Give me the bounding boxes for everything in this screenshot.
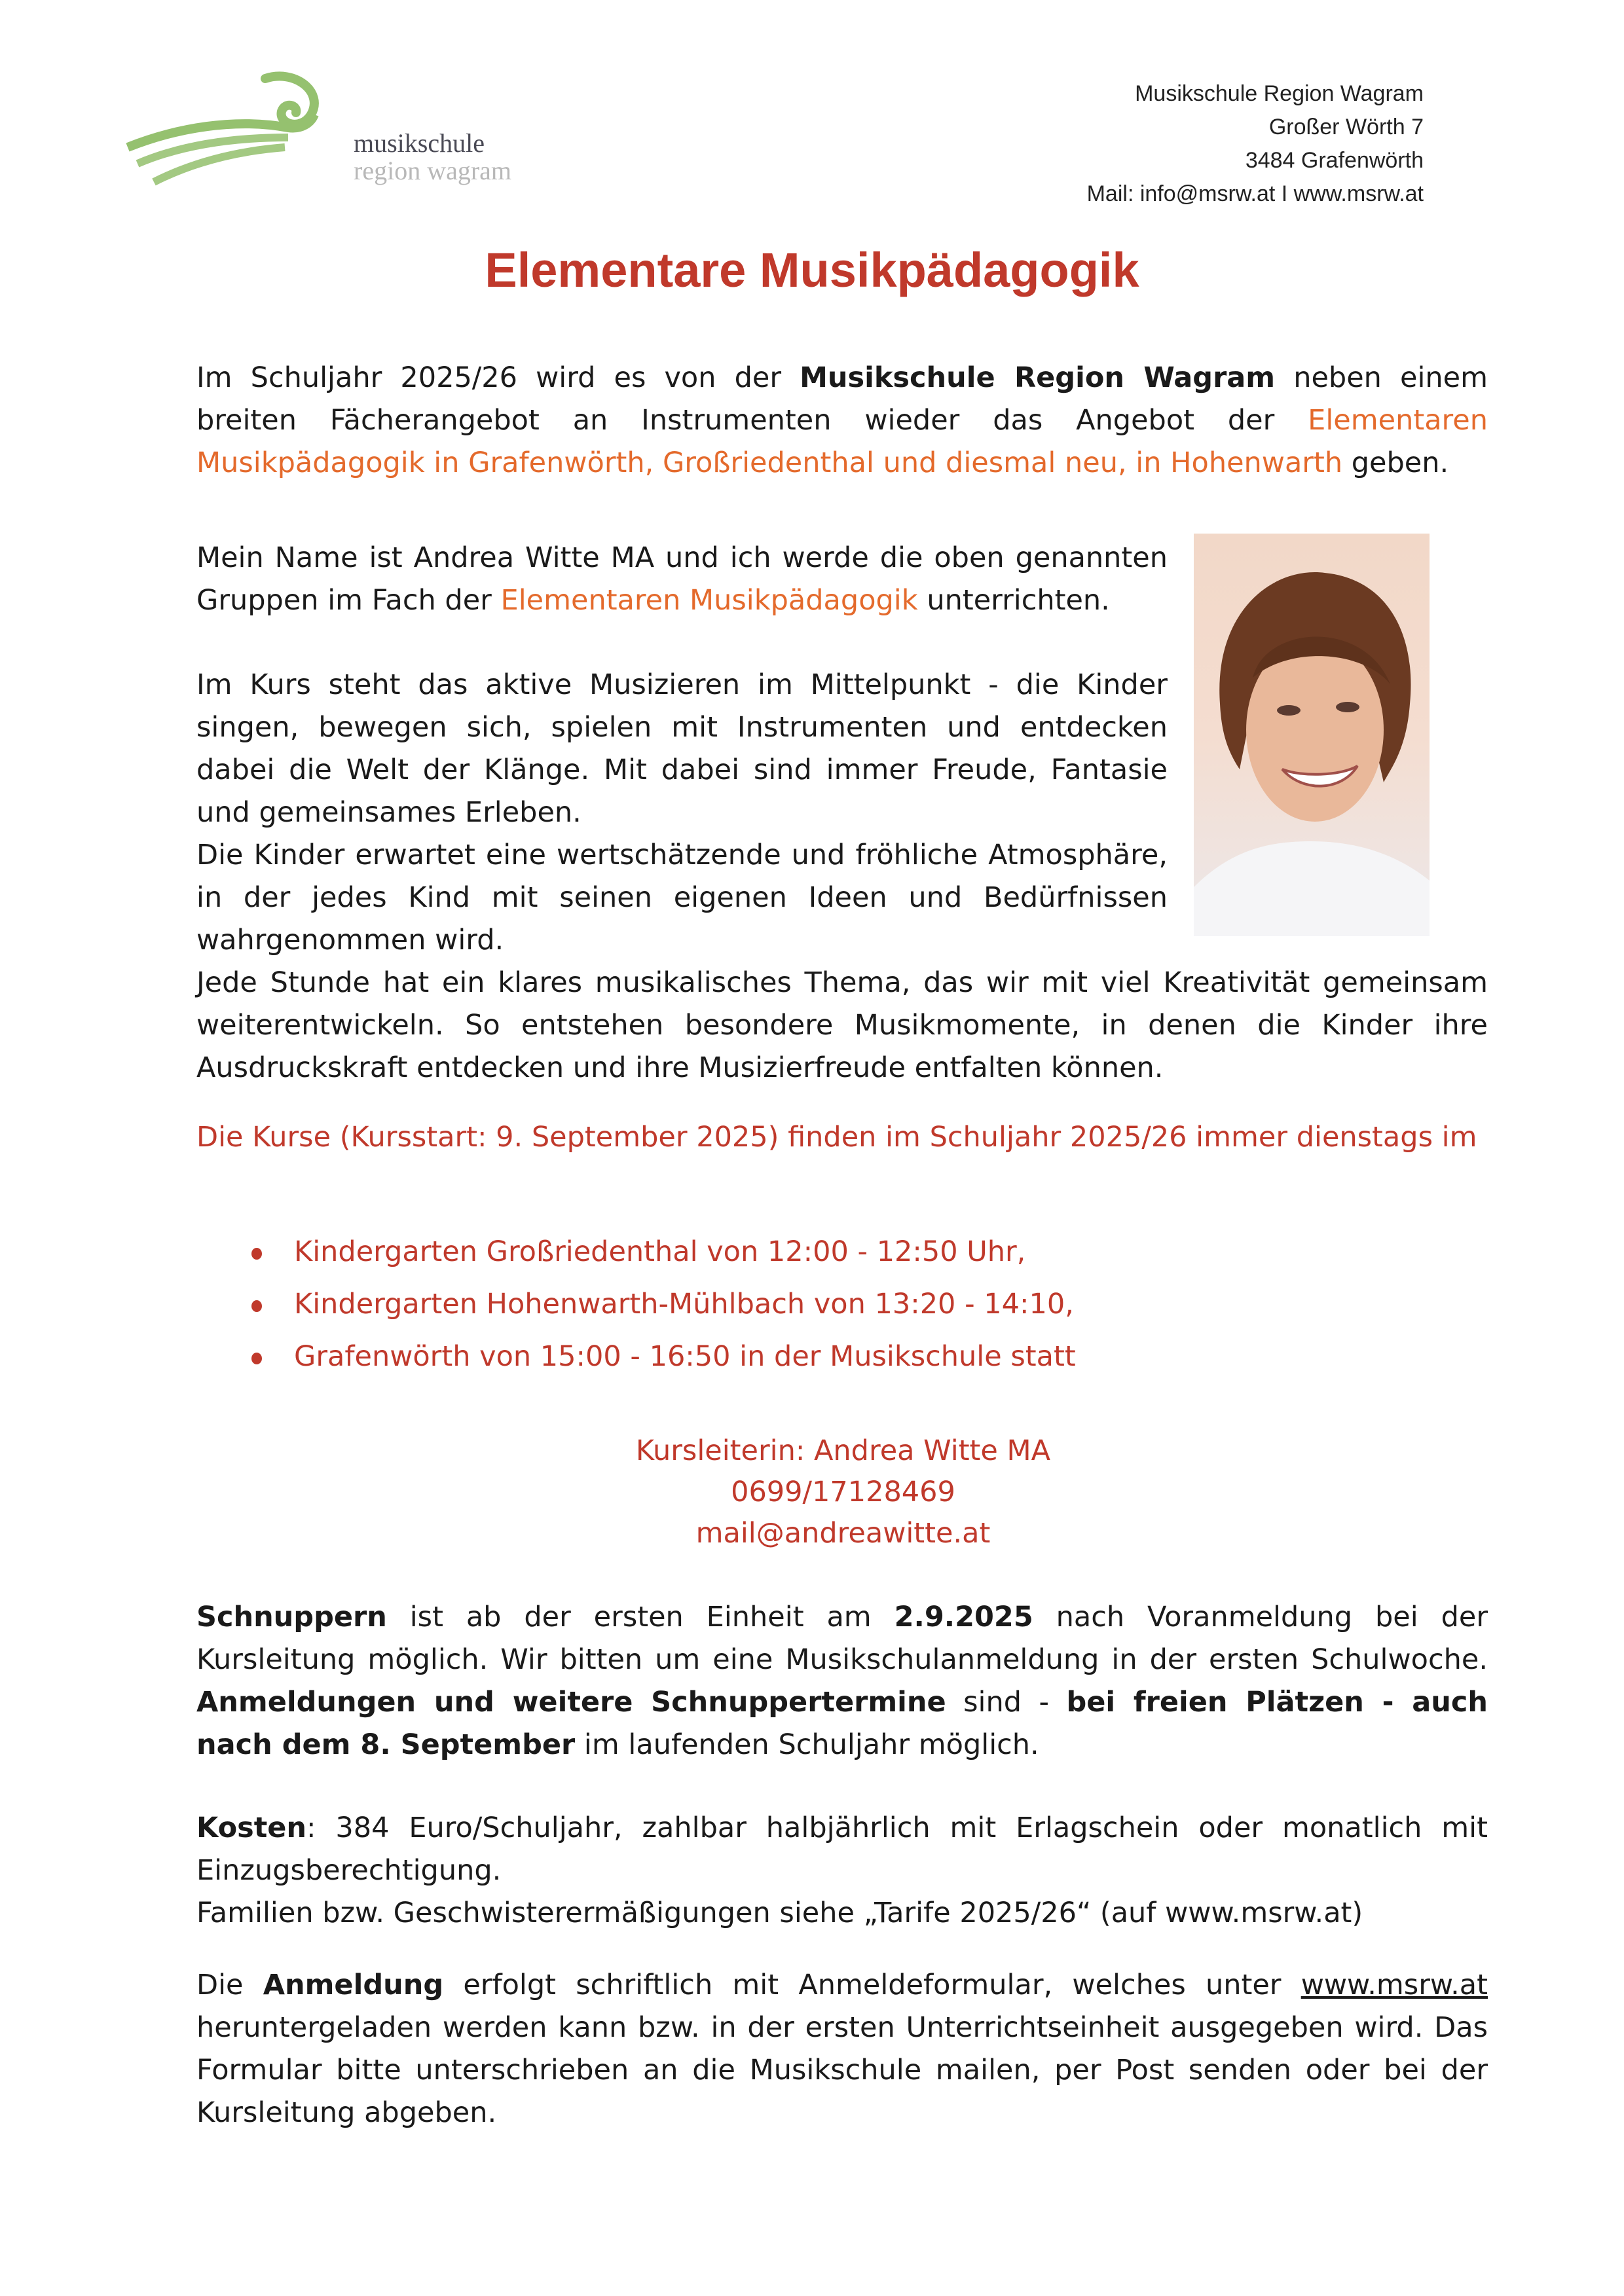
costs-paragraph: Kosten: 384 Euro/Schuljahr, zahlbar halbjährlich mit Erlagschein oder monatlich mit Einzugsberechtigung. Familien bzw. Geschwisterermäßigungen siehe „Tarife 2025/26“ (auf www.msrw.at): [196, 1812, 1488, 1929]
trial-paragraph: Schnuppern ist ab der ersten Einheit am 2.9.2025 nach Voranmeldung bei der Kursleitung möglich. Wir bitten um eine Musikschulanmeldung in der ersten Schulwoche. Anmeldungen und weitere Schnuppertermine sind - bei freien Plätzen - auch nach dem 8. September im laufenden Schuljahr möglich.: [196, 1601, 1488, 1761]
course-description: Im Kurs steht das aktive Musizieren im Mittelpunkt - die Kinder singen, bewegen sich, spielen mit Instrumenten und entdecken dabei die Welt der Klänge. Mit dabei sind immer Freude, Fantasie und gemeinsames Erleben. Die Kinder erwartet eine wertschätzende und fröhliche Atmosphäre, in der jedes Kind mit seinen eigenen Ideen und Bedürfnissen wahrgenommen wird.: [196, 668, 1168, 957]
contact-name: Kursleiterin: Andrea Witte MA: [635, 1434, 1051, 1467]
teacher-paragraph: Mein Name ist Andrea Witte MA und ich werde die oben genannten Gruppen im Fach der Elementaren Musikpädagogik unterrichten.: [196, 541, 1168, 617]
bullet-icon: [251, 1353, 262, 1364]
intro-paragraph: Im Schuljahr 2025/26 wird es von der Musikschule Region Wagram neben einem breiten Fächerangebot an Instrumenten wieder das Angebot der Elementaren Musikpädagogik in Grafenwörth, Großriedenthal und diesmal neu, in Hohenwarth geben.: [196, 361, 1488, 479]
list-item: Grafenwörth von 15:00 - 16:50 in der Musikschule statt: [251, 1330, 1076, 1383]
logo-text: musikschule region wagram: [354, 128, 512, 185]
website-link[interactable]: www.msrw.at: [1301, 1969, 1488, 2001]
logo: [124, 65, 334, 190]
registration-paragraph: Die Anmeldung erfolgt schriftlich mit Anmeldeformular, welches unter www.msrw.at heruntergeladen werden kann bzw. in der ersten Unterrichtseinheit ausgegeben wird. Das Formular bitte unterschrieben an die Musikschule mailen, per Post senden oder bei der Kursleitung abgeben.: [196, 1969, 1488, 2129]
bullet-icon: [251, 1248, 262, 1260]
course-theme-paragraph: Jede Stunde hat ein klares musikalisches Thema, das wir mit viel Kreativität gemeinsam weiterentwickeln. So entstehen besondere Musikmomente, in denen die Kinder ihre Ausdruckskraft entdecken und ihre Musizierfreude entfalten können.: [196, 966, 1488, 1084]
contact-phone[interactable]: 0699/17128469: [731, 1476, 955, 1508]
page-title: Elementare Musikpädagogik: [485, 243, 1139, 297]
contact-email[interactable]: mail@andreawitte.at: [695, 1517, 991, 1550]
school-address: Musikschule Region Wagram Großer Wörth 7 3484 Grafenwörth Mail: info@msrw.at I www.msrw.at: [1086, 81, 1424, 206]
schedule-intro: Die Kurse (Kursstart: 9. September 2025) finden im Schuljahr 2025/26 immer dienstags im: [196, 1121, 1477, 1154]
schedule-list: [251, 1226, 1076, 1383]
list-item: Kindergarten Hohenwarth-Mühlbach von 13:20 - 14:10,: [251, 1278, 1076, 1330]
teacher-photo: [1194, 534, 1430, 936]
contact-block: [0, 1430, 1624, 1554]
logo-swirl-icon: [124, 65, 334, 190]
bullet-icon: [251, 1300, 262, 1312]
list-item: Kindergarten Großriedenthal von 12:00 - 12:50 Uhr,: [251, 1226, 1076, 1278]
